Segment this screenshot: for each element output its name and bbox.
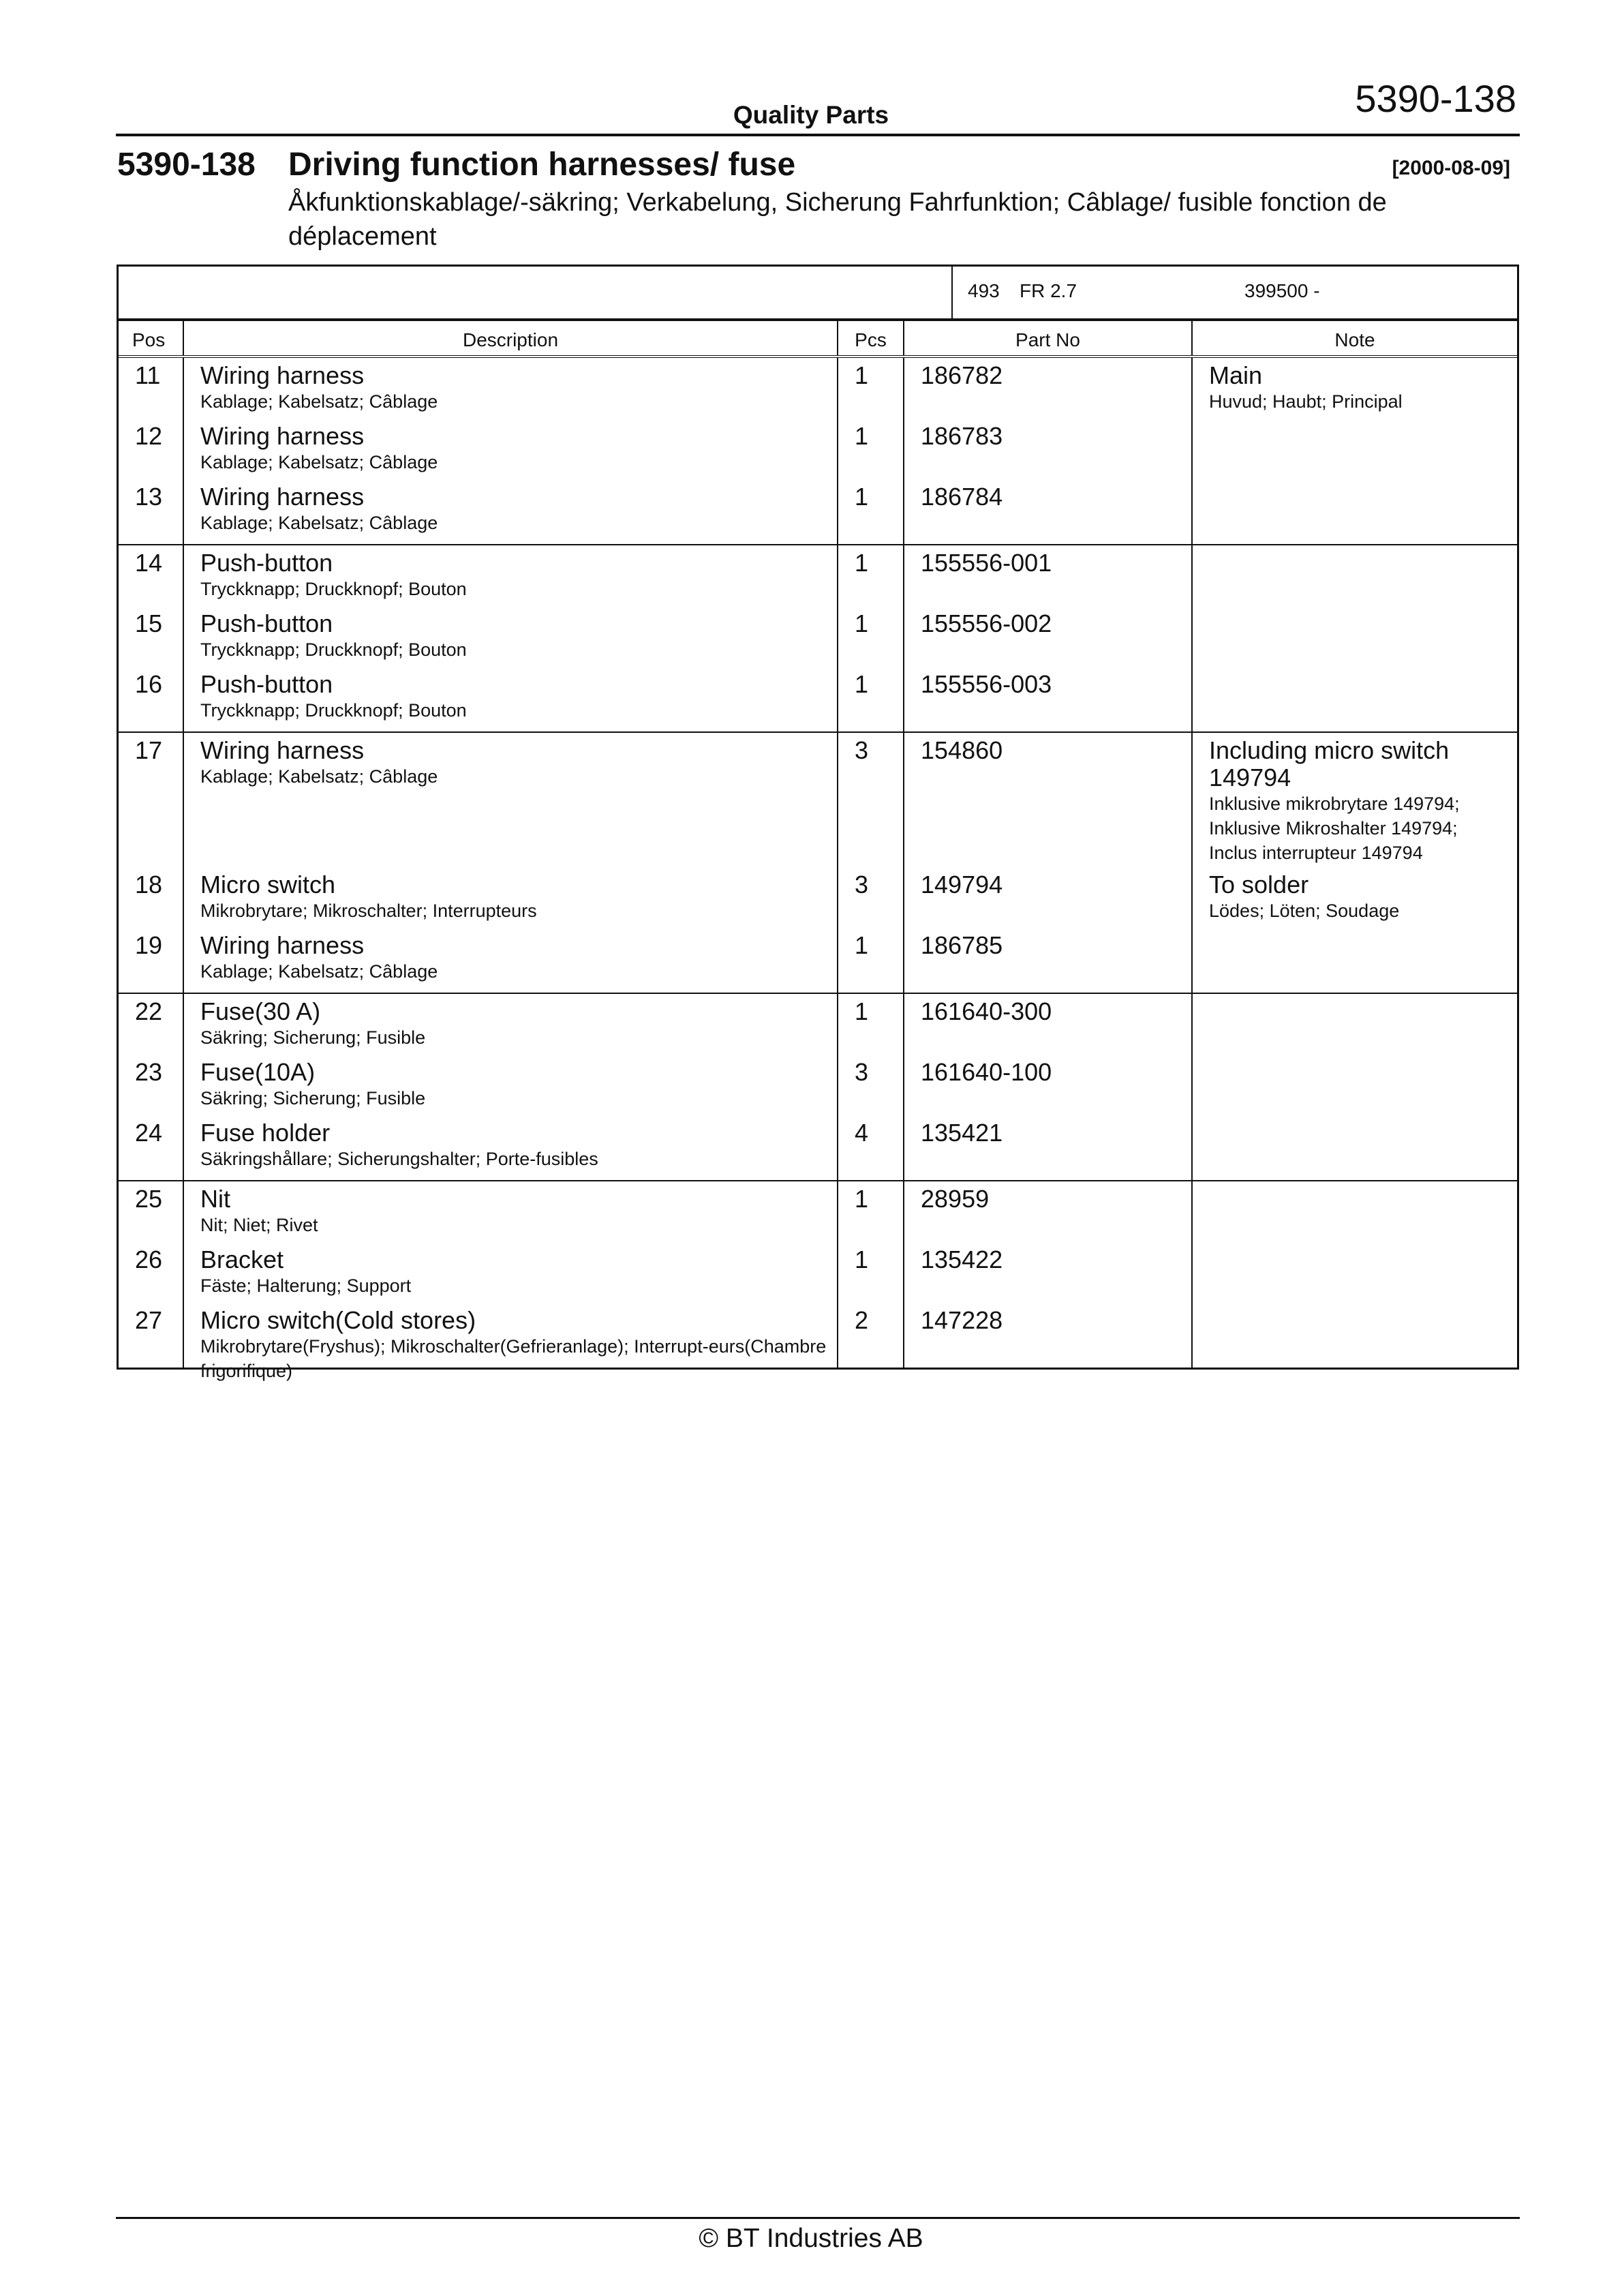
note-cell-column [1193,1181,1517,1368]
pos: 18 [135,871,163,898]
part-name: Micro switch(Cold stores) [200,1306,476,1334]
part-name: Wiring harness [200,931,365,959]
pos: 19 [135,931,163,959]
table-row [904,483,1191,544]
part-no-cell-column [904,1181,1193,1368]
part-translations: Kablage; Kabelsatz; Câblage [200,513,438,533]
description-cell-column [184,733,838,993]
table-row [838,1059,903,1119]
table-row [1193,549,1517,610]
table-row [184,998,837,1059]
pos: 25 [135,1185,163,1213]
part-translations: Fäste; Halterung; Support [200,1275,412,1296]
table-row [904,1059,1191,1119]
quantity: 1 [855,483,869,511]
pos: 12 [135,422,163,450]
table-row [1193,871,1517,932]
model-info-row [119,267,1517,321]
row-group [119,1181,1517,1381]
note-translations: Huvud; Haubt; Principal [1209,391,1403,412]
table-row [838,1119,903,1180]
table-row [1193,1059,1517,1119]
part-number: 155556-003 [921,670,1052,698]
table-row [119,362,183,423]
table-row [838,362,903,423]
part-name: Fuse(10A) [200,1058,316,1086]
pos-cell-column [119,733,184,993]
quantity: 4 [855,1119,869,1147]
table-row [119,1119,183,1180]
table-row [838,671,903,731]
col-description: Description [184,321,838,355]
part-name: Wiring harness [200,736,365,764]
table-row [119,1185,183,1246]
part-translations: Kablage; Kabelsatz; Câblage [200,766,438,787]
table-row [1193,1246,1517,1307]
section-title: Driving function harnesses/ fuse [288,147,796,183]
table-row [119,1307,183,1368]
pos: 13 [135,483,163,511]
quantity: 1 [855,670,869,698]
pos-cell-column [119,994,184,1180]
part-translations: Mikrobrytare; Mikroschalter; Interrupteurs [200,901,537,921]
table-row [904,549,1191,610]
part-translations: Säkringshållare; Sicherungshalter; Porte-fusibles [200,1149,598,1169]
table-row [119,871,183,932]
table-row [119,737,183,871]
pos: 17 [135,736,163,764]
part-number: 186782 [921,361,1003,389]
quantity: 2 [855,1306,869,1334]
section-date: [2000-08-09] [1392,157,1510,179]
table-row [184,1246,837,1307]
part-translations: Tryckknapp; Druckknopf; Bouton [200,579,467,599]
note-cell-column [1193,358,1517,544]
footer-rule [116,2217,1520,2219]
table-row [119,671,183,731]
table-row [1193,610,1517,671]
pos: 22 [135,997,163,1025]
row-group [119,358,1517,545]
part-name: Micro switch [200,871,336,898]
pcs-cell-column [838,358,904,544]
part-name: Fuse holder [200,1119,331,1147]
pos: 24 [135,1119,163,1147]
part-translations: Nit; Niet; Rivet [200,1215,318,1235]
description-cell-column [184,358,838,544]
table-row [1193,423,1517,483]
table-row [1193,737,1517,871]
part-number: 161640-100 [921,1058,1052,1086]
table-row [184,671,837,731]
pos: 26 [135,1245,163,1273]
pos-cell-column [119,545,184,731]
description-cell-column [184,545,838,731]
pos: 27 [135,1306,163,1334]
table-row [838,423,903,483]
table-row [184,1306,837,1381]
part-no-cell-column [904,994,1193,1180]
quantity: 1 [855,609,869,637]
note-translations: Inklusive mikrobrytare 149794; Inklusive Mikroshalter 149794; Inclus interrupteur 149794 [1209,794,1460,863]
table-row [119,549,183,610]
part-name: Wiring harness [200,483,365,511]
table-row [119,483,183,544]
pcs-cell-column [838,733,904,993]
table-row [184,1119,837,1180]
pos: 23 [135,1058,163,1086]
part-number: 28959 [921,1185,990,1213]
part-name: Push-button [200,609,333,637]
note-cell-column [1193,733,1517,993]
table-body [119,358,1517,1381]
row-group [119,733,1517,994]
footer-copyright: © BT Industries AB [699,2224,923,2253]
part-number: 161640-300 [921,997,1052,1025]
table-row [1193,1185,1517,1246]
info-divider [951,267,953,318]
part-name: Bracket [200,1245,284,1273]
table-row [838,737,903,871]
table-row [119,1059,183,1119]
quantity: 1 [855,549,869,577]
table-row [838,549,903,610]
part-name: Fuse(30 A) [200,997,321,1025]
table-row [184,1059,837,1119]
table-row [904,1119,1191,1180]
quantity: 3 [855,871,869,898]
table-row [904,362,1191,423]
pcs-cell-column [838,545,904,731]
table-row [838,1307,903,1368]
table-row [1193,362,1517,423]
quantity: 1 [855,422,869,450]
model-number: 493 [968,280,1000,301]
table-row [1193,932,1517,993]
section-number: 5390-138 [117,147,256,183]
quantity: 3 [855,736,869,764]
note-text: Including micro switch 149794 [1209,736,1450,791]
part-number: 155556-001 [921,549,1052,577]
col-part-no: Part No [904,321,1193,355]
pcs-cell-column [838,1181,904,1368]
col-note: Note [1334,329,1375,350]
table-row [184,362,837,423]
running-header: Quality Parts [733,101,889,129]
part-number: 155556-002 [921,609,1052,637]
part-translations: Säkring; Sicherung; Fusible [200,1027,426,1048]
part-translations: Tryckknapp; Druckknopf; Bouton [200,639,467,660]
table-row [119,423,183,483]
table-row [904,737,1191,871]
table-row [904,1185,1191,1246]
table-row [1193,998,1517,1059]
header-rule [116,134,1520,136]
part-number: 154860 [921,736,1003,764]
note-cell-column [1193,994,1517,1180]
table-row [838,483,903,544]
table-row [184,871,837,932]
part-name: Wiring harness [200,361,365,389]
part-translations: Säkring; Sicherung; Fusible [200,1088,426,1108]
table-row [184,932,837,993]
part-translations: Mikrobrytare(Fryshus); Mikroschalter(Gefrieranlage); Interrupt-eurs(Chambre frigorifique) [200,1336,827,1381]
section-subtitle: Åkfunktionskablage/-säkring; Verkabelung, Sicherung Fahrfunktion; Câblage/ fusible fonction de déplacement [288,188,1387,251]
part-number: 135422 [921,1245,1003,1273]
quantity: 1 [855,931,869,959]
quantity: 3 [855,1058,869,1086]
note-cell-column [1193,545,1517,731]
pos: 16 [135,670,163,698]
table-row [184,737,837,871]
table-row [904,423,1191,483]
table-row [119,998,183,1059]
row-group [119,994,1517,1181]
col-pcs: Pcs [838,321,904,355]
quantity: 1 [855,1185,869,1213]
pos: 11 [135,361,161,389]
table-row [184,610,837,671]
col-pos: Pos [119,321,184,355]
part-number: 186783 [921,422,1003,450]
part-translations: Kablage; Kabelsatz; Câblage [200,391,438,412]
part-number: 186784 [921,483,1003,511]
table-row [838,871,903,932]
table-row [904,610,1191,671]
quantity: 1 [855,997,869,1025]
note-translations: Lödes; Löten; Soudage [1209,901,1400,921]
part-number: 135421 [921,1119,1003,1147]
table-row [838,1185,903,1246]
table-row [184,423,837,483]
note-text: Main [1209,361,1263,389]
quantity: 1 [855,1245,869,1273]
description-cell-column [184,994,838,1180]
pos: 15 [135,609,163,637]
page-identifier: 5390-138 [1355,77,1516,120]
part-number: 147228 [921,1306,1003,1334]
part-name: Nit [200,1185,230,1213]
serial-range: 399500 - [1244,280,1320,301]
pos: 14 [135,549,163,577]
model-name: FR 2.7 [1020,280,1077,301]
table-row [904,1246,1191,1307]
table-row [1193,1307,1517,1368]
part-number: 186785 [921,931,1003,959]
part-name: Push-button [200,549,333,577]
table-row [904,871,1191,932]
part-no-cell-column [904,545,1193,731]
table-row [184,549,837,610]
table-row [904,1307,1191,1368]
table-row [1193,483,1517,544]
table-row [119,932,183,993]
parts-table [117,265,1519,1381]
part-number: 149794 [921,871,1003,898]
table-row [904,671,1191,731]
table-row [119,610,183,671]
note-text: To solder [1209,871,1309,898]
table-row [838,998,903,1059]
table-row [1193,1119,1517,1180]
pcs-cell-column [838,994,904,1180]
part-name: Wiring harness [200,422,365,450]
table-row [838,1246,903,1307]
table-row [184,483,837,544]
table-row [1193,671,1517,731]
description-cell-column [184,1181,838,1381]
part-translations: Kablage; Kabelsatz; Câblage [200,961,438,982]
table-row [904,932,1191,993]
quantity: 1 [855,361,869,389]
table-row [119,1246,183,1307]
part-translations: Kablage; Kabelsatz; Câblage [200,452,438,472]
column-headers [119,321,1517,358]
part-translations: Tryckknapp; Druckknopf; Bouton [200,700,467,721]
table-row [838,932,903,993]
table-row [184,1185,837,1246]
row-group [119,545,1517,733]
part-name: Push-button [200,670,333,698]
pos-cell-column [119,1181,184,1368]
pos-cell-column [119,358,184,544]
table-row [838,610,903,671]
table-row [904,998,1191,1059]
part-no-cell-column [904,733,1193,993]
part-no-cell-column [904,358,1193,544]
